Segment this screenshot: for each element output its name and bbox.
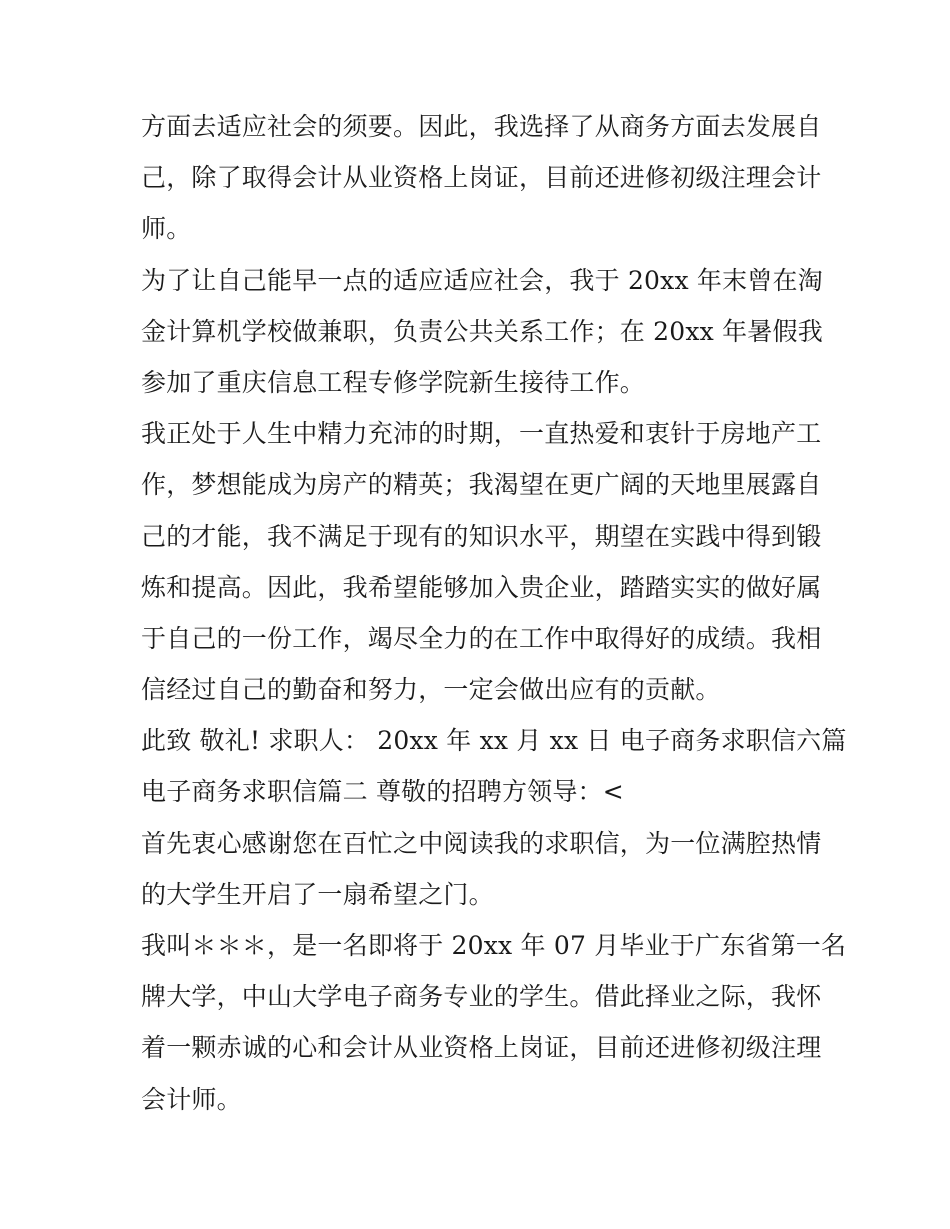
text-line: 的大学生开启了一扇希望之门。: [141, 879, 494, 909]
text-line: 牌大学，中山大学电子商务专业的学生。借此择业之际，我怀: [141, 982, 822, 1012]
text-line: 为了让自己能早一点的适应适应社会，我于 20xx 年末曾在淘: [141, 265, 823, 295]
text-line: 我叫＊＊＊，是一名即将于 20xx 年 07 月毕业于广东省第一名: [141, 931, 847, 960]
text-line: 己的才能，我不满足于现有的知识水平，期望在实践中得到锻: [141, 521, 822, 551]
document-body: [141, 101, 847, 1125]
text-line: 作，梦想能成为房产的精英；我渴望在更广阔的天地里展露自: [141, 470, 822, 500]
text-line: 炼和提高。因此，我希望能够加入贵企业，踏踏实实的做好属: [141, 572, 822, 602]
text-line: 师。: [141, 214, 192, 244]
text-line: 金计算机学校做兼职，负责公共关系工作；在 20xx 年暑假我: [141, 316, 823, 346]
text-line: 参加了重庆信息工程专修学院新生接待工作。: [141, 367, 646, 397]
text-line: 于自己的一份工作，竭尽全力的在工作中取得好的成绩。我相: [141, 623, 822, 653]
text-line: 己，除了取得会计从业资格上岗证，目前还进修初级注理会计: [141, 163, 822, 193]
text-line: 此致 敬礼! 求职人： 20xx 年 xx 月 xx 日 电子商务求职信六篇: [141, 726, 847, 756]
text-line: 方面去适应社会的须要。因此，我选择了从商务方面去发展自: [141, 112, 822, 141]
text-line: 会计师。: [141, 1084, 242, 1114]
text-line: 着一颗赤诚的心和会计从业资格上岗证，目前还进修初级注理: [141, 1033, 822, 1063]
text-line: 我正处于人生中精力充沛的时期，一直热爱和衷针于房地产工: [141, 419, 822, 449]
text-line: 电子商务求职信篇二 尊敬的招聘方领导：<: [141, 777, 624, 807]
text-line: 首先衷心感谢您在百忙之中阅读我的求职信，为一位满腔热情: [141, 828, 822, 858]
text-line: 信经过自己的勤奋和努力，一定会做出应有的贡献。: [141, 675, 721, 705]
